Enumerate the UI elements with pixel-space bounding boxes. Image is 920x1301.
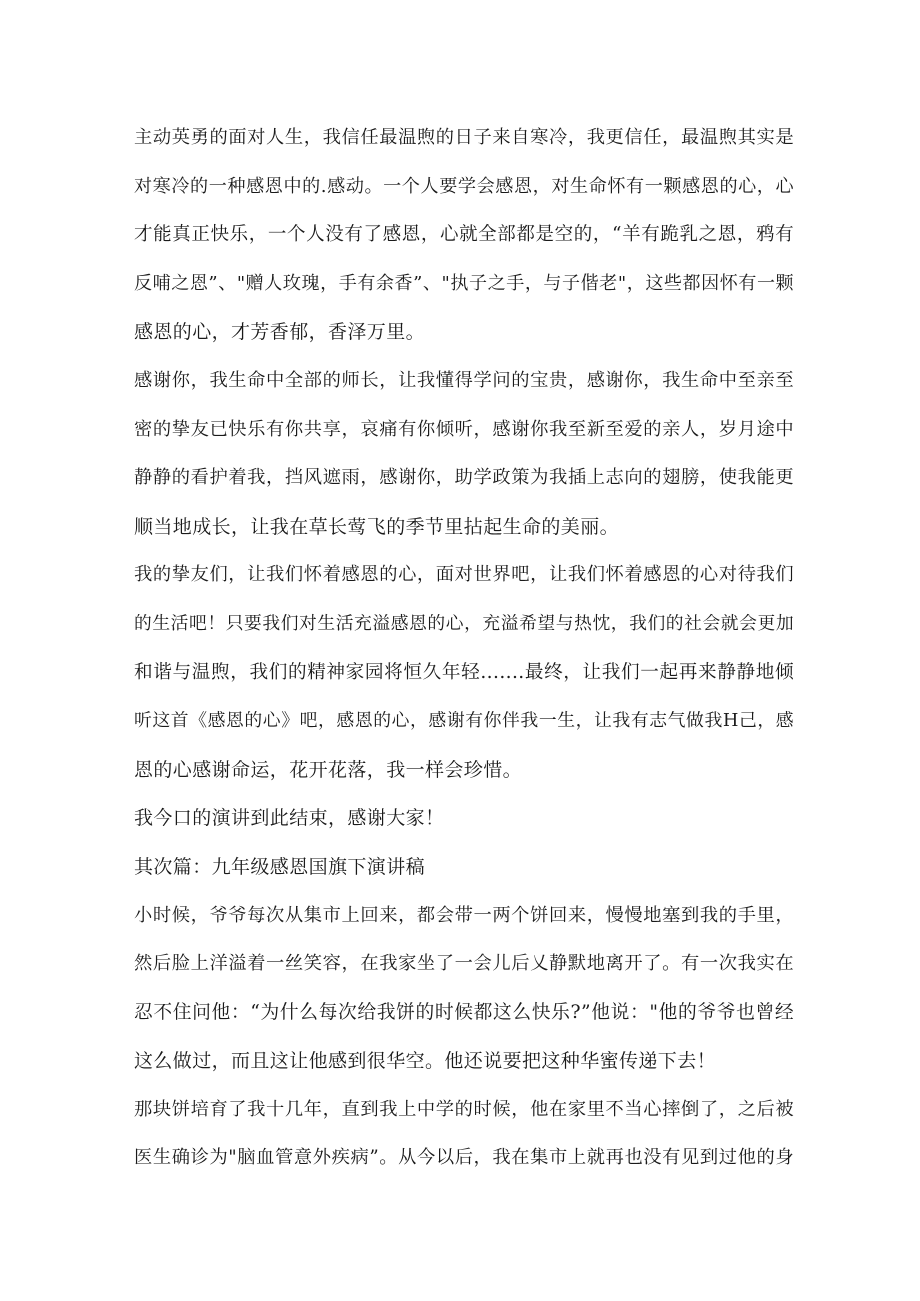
text-line: 然后脸上洋溢着一丝笑容，在我家坐了一会儿后乂静默地离开了。有一次我实在 — [134, 953, 794, 975]
text-line: 我的挚友们，让我们怀着感恩的心，面对世界吧，让我们怀着感恩的心对待我们 — [134, 564, 794, 586]
section-heading: 其次篇：九年级感恩国旗下演讲稿 — [134, 855, 426, 878]
text-line: 主动英勇的面对人生，我信任最温煦的日子来自寒冷，我更信任，最温煦其实是 — [134, 127, 794, 148]
document-body — [134, 114, 794, 1183]
text-line: 忍不住问他：“为什么每次给我饼的时候都这么快乐?”他说："他的爷爷也曾经 — [134, 1001, 794, 1023]
text-line: 听这首《感恩的心》吧，感恩的心，感谢有你伴我一生，让我有志气做我H己，感 — [134, 710, 794, 732]
text-line: 密的挚友已快乐有你共享，哀痛有你倾听，感谢你我至新至爱的亲人，岁月途中 — [134, 418, 794, 440]
text-line: 才能真正快乐，一个人没有了感恩，心就全部都是空的，“羊有跪乳之恩，鸦有 — [134, 224, 794, 246]
text-line: 我今口的演讲到此结束，感谢大家！ — [134, 807, 445, 830]
text-line: 那块饼培育了我十几年，直到我上中学的时候，他在家里不当心摔倒了，之后被 — [134, 1098, 794, 1120]
text-line: 反哺之恩”、"赠人玫瑰，手有余香”、"执子之手，与子偕老"，这些都因怀有一颗 — [134, 272, 794, 294]
text-line: 小时候，爷爷每次从集市上回来，都会带一两个饼回来，慢慢地塞到我的手里， — [134, 904, 794, 926]
text-line: 的生活吧！只要我们对生活充溢感恩的心，充溢希望与热忱，我们的社会就会更加 — [134, 613, 794, 634]
text-line: 和谐与温煦，我们的精神家园将恒久年轻.......最终，让我们一起再来静静地倾 — [134, 661, 794, 683]
text-line: 医生确诊为"脑血管意外疾病”。从今以后，我在集市上就再也没有见到过他的身 — [134, 1147, 794, 1169]
text-line: 这么做过，而且这让他感到很华空。他还说要把这种华蜜传递下去！ — [134, 1050, 717, 1073]
text-line: 顺当地成长，让我在草长莺飞的季节里拈起生命的美丽。 — [134, 515, 620, 538]
text-line: 静静的看护着我，挡风遮雨，感谢你，助学政策为我插上志向的翅膀，使我能更 — [134, 467, 794, 489]
text-line: 恩的心感谢命运，花开花落，我一样会珍惜。 — [134, 758, 523, 781]
text-line: 感谢你，我生命中全部的师长，让我懂得学问的宝贵，感谢你，我生命中至亲至 — [134, 369, 794, 391]
text-line: 感恩的心，才芳香郁，香泽万里。 — [134, 321, 426, 344]
text-line: 对寒冷的一种感恩中的.感动。一个人要学会感恩，对生命怀有一颗感恩的心，心 — [134, 175, 794, 197]
